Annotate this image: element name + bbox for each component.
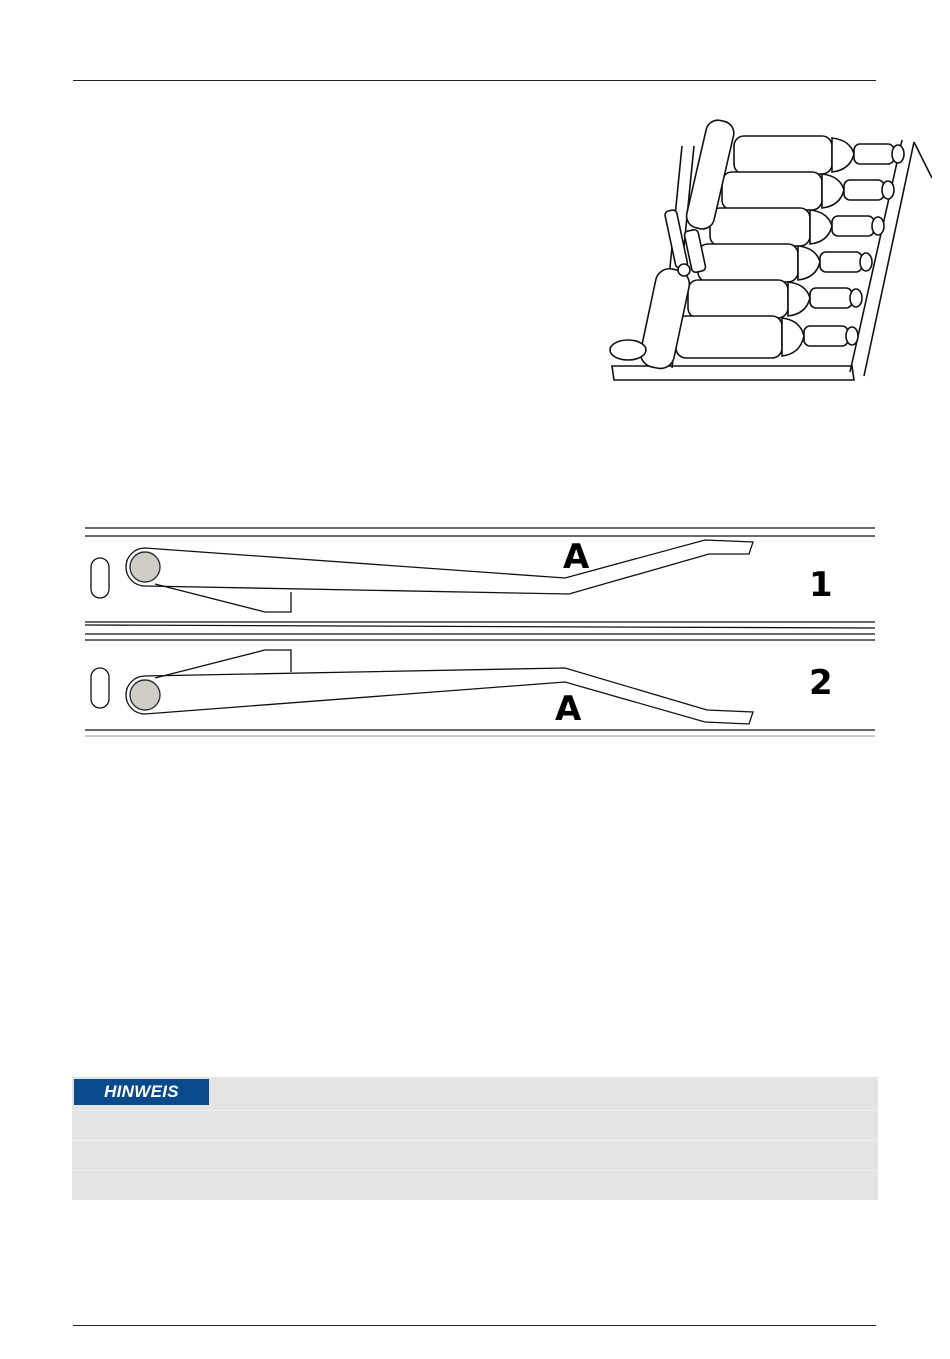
header-rule bbox=[73, 80, 876, 81]
marker-a-top: A bbox=[563, 537, 590, 577]
notice-divider bbox=[72, 1170, 878, 1171]
position-label-2: 2 bbox=[809, 663, 833, 703]
wine-rack-illustration bbox=[602, 118, 932, 390]
marker-a-bottom: A bbox=[555, 689, 582, 729]
notice-divider bbox=[72, 1140, 878, 1141]
notice-divider bbox=[72, 1110, 878, 1111]
shelf-slide-diagram bbox=[85, 522, 880, 738]
notice-badge: HINWEIS bbox=[74, 1079, 209, 1105]
position-label-1: 1 bbox=[809, 565, 833, 605]
footer-rule bbox=[73, 1325, 876, 1326]
